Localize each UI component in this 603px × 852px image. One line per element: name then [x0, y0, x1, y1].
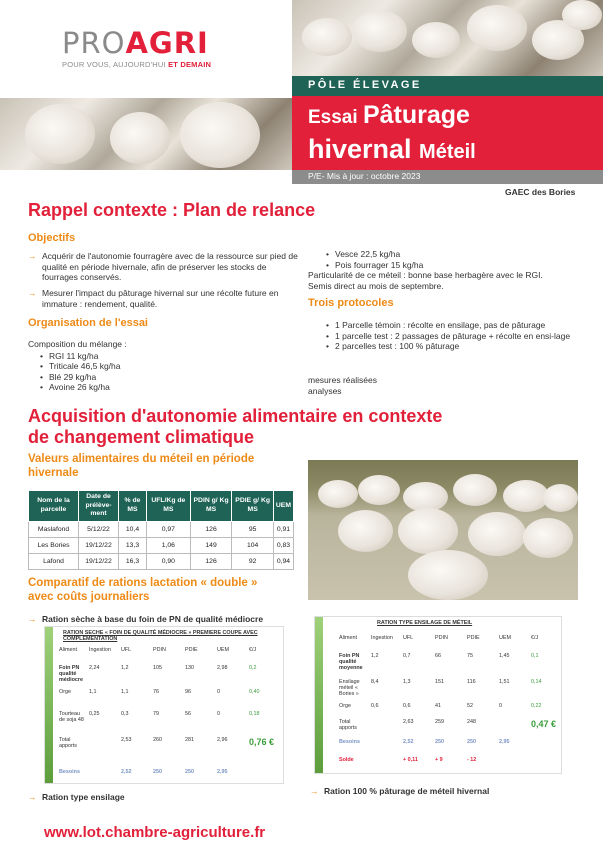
protocoles-heading: Trois protocoles — [308, 297, 394, 309]
list-item: • RGI 11 kg/ha — [40, 351, 228, 362]
table-row — [29, 521, 294, 537]
ration1-table — [44, 626, 284, 784]
ration1-caption: → Ration sèche à base du foin de PN de qualité médiocre — [28, 614, 264, 624]
list-item: • Avoine 26 kg/ha — [40, 382, 228, 393]
particularite: Particularité de ce méteil : bonne base herbagère avec le RGI. — [308, 270, 543, 280]
table-cell: 95 — [232, 521, 273, 537]
website-link[interactable]: www.lot.chambre-agriculture.fr — [44, 824, 266, 841]
table-row: Solde + 0,11 + 9 - 12 — [339, 757, 477, 763]
table-row: Besoins 2,52 250 250 2,95 — [339, 739, 510, 745]
arrow-icon: → — [310, 786, 319, 796]
acquisition-heading-l1: Acquisition d'autonomie alimentaire en contexte — [28, 406, 443, 426]
table-header: Nom de la parcelle — [29, 491, 79, 522]
table-cell: 104 — [232, 537, 273, 553]
table-row: Besoins 2,52 250 250 2,95 — [59, 769, 228, 775]
valeurs-heading-l2: hivernale — [28, 467, 79, 479]
table-row: Ensilage méteil « Bories » 8,4 1,3 151 116 1,51 0,14 — [339, 679, 542, 697]
arrow-icon: → — [28, 792, 37, 802]
composition — [28, 339, 228, 393]
table-cell: Les Bories — [29, 537, 79, 553]
table-header: Date de prélève-ment — [79, 491, 119, 522]
objectif-1: → Acquérir de l'autonomie fourragère avec de la ressource sur pied de qualité en période hivernale, afin de préserver les stocks de fourrages conservés. — [28, 251, 298, 282]
table-row: Foin PN qualité médiocre 2,24 1,2 105 130 2,98 0,2 — [59, 665, 257, 683]
table-row — [29, 537, 294, 553]
list-item: • Triticale 46,5 kg/ha — [40, 361, 228, 372]
table-cell: 92 — [232, 553, 273, 569]
ration1-title: RATION SECHE « FOIN DE QUALITÉ MÉDIOCRE » PREMIERE COUPE AVEC COMPLEMENTATION — [63, 630, 258, 642]
table-row — [29, 553, 294, 569]
table-cell: 0,91 — [273, 521, 293, 537]
arrow-icon: → — [28, 288, 37, 298]
table-row: Total apports 2,53 260 281 2,96 0,76 € — [59, 737, 275, 749]
header-photo-right — [292, 0, 603, 76]
arrow-icon: → — [28, 251, 37, 261]
table-header: % de MS — [119, 491, 147, 522]
valeurs-table — [28, 490, 294, 570]
composition-2 — [308, 249, 588, 291]
header-photo-left — [0, 98, 292, 170]
list-item: • 2 parcelles test : 100 % pâturage — [326, 341, 578, 352]
tagline: POUR VOUS, AUJOURD'HUI ET DEMAIN — [62, 60, 212, 69]
table-cell: 13,3 — [119, 537, 147, 553]
table-cell: Lafond — [29, 553, 79, 569]
mesures-text: mesures réalisées — [308, 375, 377, 385]
table-cell: 5/12/22 — [79, 521, 119, 537]
table-row: Foin PN qualité moyenne 1,2 0,7 66 75 1,45 0,1 — [339, 653, 539, 671]
ration2-footer: → Ration 100 % pâturage de méteil hivernal — [310, 786, 490, 796]
table-cell: 10,4 — [119, 521, 147, 537]
objectif-2: → Mesurer l'impact du pâturage hivernal sur une récolte future en immature : rendement, qualité. — [28, 288, 279, 309]
table-cell: 1,06 — [146, 537, 190, 553]
title-box: Essai Pâturage hivernal Méteil — [292, 96, 603, 170]
table-row: Orge 0,6 0,6 41 52 0 0,22 — [339, 703, 542, 709]
list-item: • Blé 29 kg/ha — [40, 372, 228, 383]
table-header: UFL/Kg de MS — [146, 491, 190, 522]
table-row: Tourteau de soja 48 0,25 0,3 79 56 0 0,18 — [59, 711, 260, 723]
table-cell: 16,3 — [119, 553, 147, 569]
orga-heading: Organisation de l'essai — [28, 317, 148, 329]
analyses-text: analyses — [308, 385, 342, 396]
table-row: Orge 1,1 1,1 76 96 0 0,40 — [59, 689, 260, 695]
list-item: • Pois fourrager 15 kg/ha — [326, 260, 588, 271]
acquisition-heading — [28, 406, 442, 448]
table-cell: 0,83 — [273, 537, 293, 553]
arrow-icon: → — [28, 614, 37, 624]
table-cell: Maslafond — [29, 521, 79, 537]
sheep-flock-photo — [308, 460, 578, 600]
acquisition-heading-l2: de changement climatique — [28, 427, 255, 447]
table-cell: 126 — [190, 521, 232, 537]
list-item: • 1 parcelle test : 2 passages de pâturage + récolte en ensi-lage — [326, 331, 578, 342]
table-cell: 126 — [190, 553, 232, 569]
table-row: Total apports 2,63 259 248 0,47 € — [339, 719, 557, 731]
table-cell: 0,90 — [146, 553, 190, 569]
table-cell: 19/12/22 — [79, 537, 119, 553]
list-item: • 1 Parcelle témoin : récolte en ensilage, pas de pâturage — [326, 320, 578, 331]
contexte-heading: Rappel contexte : Plan de relance — [28, 200, 316, 220]
comparatif-heading — [28, 576, 257, 604]
protocoles-list — [308, 320, 578, 352]
ration2-table — [314, 616, 562, 774]
comparatif-heading-l2: avec coûts journaliers — [28, 591, 150, 603]
ration2-header-row: Aliment Ingestion UFL PDIN PDIE UEM €/J — [339, 635, 539, 641]
table-cell: 149 — [190, 537, 232, 553]
pole-banner: PÔLE ÉLEVAGE — [292, 76, 603, 96]
comparatif-heading-l1: Comparatif de rations lactation « double » — [28, 577, 258, 589]
table-header: PDIE g/ Kg MS — [232, 491, 273, 522]
ration2-title: RATION TYPE ENSILAGE DE MÉTEIL — [377, 620, 473, 626]
logo: PROAGRI — [62, 26, 209, 60]
semis: Semis direct au mois de septembre. — [308, 280, 444, 291]
ration2-accent-bar — [315, 617, 323, 773]
table-cell: 0,94 — [273, 553, 293, 569]
list-item: • Vesce 22,5 kg/ha — [326, 249, 588, 260]
valeurs-heading — [28, 452, 293, 480]
table-header: UEM — [273, 491, 293, 522]
ration1-accent-bar — [45, 627, 53, 783]
valeurs-heading-l1: Valeurs alimentaires du méteil en période — [28, 453, 255, 465]
table-header: PDIN g/ Kg MS — [190, 491, 232, 522]
table-cell: 0,97 — [146, 521, 190, 537]
ration1-footer: → Ration type ensilage — [28, 792, 125, 802]
objectifs-heading: Objectifs — [28, 232, 76, 244]
update-date: P/E- Mis à jour : octobre 2023 — [292, 170, 603, 184]
gaec-name: GAEC des Bories — [505, 187, 576, 197]
composition-label: Composition du mélange : — [28, 339, 127, 349]
table-cell: 19/12/22 — [79, 553, 119, 569]
mesures — [308, 375, 377, 396]
ration1-header-row: Aliment Ingestion UFL PDIN PDIE UEM €/J — [59, 647, 257, 653]
